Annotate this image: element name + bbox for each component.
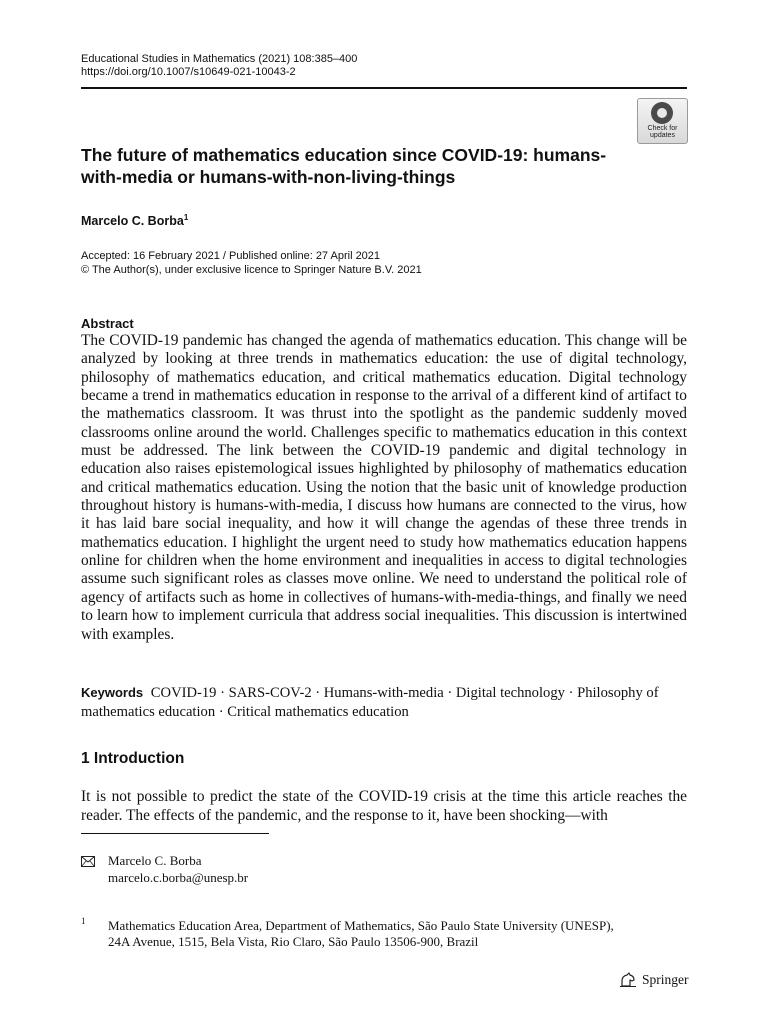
corresponding-author-email[interactable]: marcelo.c.borba@unesp.br — [108, 870, 249, 885]
article-title: The future of mathematics education since COVID-19: humans-with-media or humans-with-non-living-things — [81, 145, 607, 187]
keywords-label: Keywords — [81, 685, 144, 700]
author — [81, 213, 188, 228]
abstract-heading: Abstract — [81, 316, 134, 331]
introduction-text: It is not possible to predict the state of the COVID-19 crisis at the time this article reaches the reader. The effects of the pandemic, and the response to it, have been shocking—with — [81, 788, 687, 824]
check-for-updates-icon — [651, 102, 673, 124]
badge-text-line2: updates — [650, 132, 675, 139]
section-heading-introduction: 1 Introduction — [81, 750, 185, 767]
header-rule — [81, 87, 687, 89]
affiliation-mark: 1 — [81, 916, 86, 926]
publisher-logo — [619, 972, 689, 988]
journal-citation: Educational Studies in Mathematics (2021) 108:385–400 — [81, 53, 358, 65]
footnote-rule — [81, 833, 269, 834]
doi-link[interactable]: https://doi.org/10.1007/s10649-021-10043-2 — [81, 66, 296, 78]
publisher-name: Springer — [642, 972, 689, 987]
abstract-text: The COVID-19 pandemic has changed the agenda of mathematics education. This change will be analyzed by looking at three trends in mathematics education: the use of digital technology, philosophy of mathematics education, and critical mathematics education. Digital technology became a trend in mathematics education in response to the arrival of a different kind of artifact to the mathematics classroom. It was thrust into the spotlight as the pandemic suddenly moved classrooms online around the world. Challenges specific to mathematics education in this context must be addressed. The link between the COVID-19 pandemic and digital technology in education also raises epistemological issues highlighted by philosophy of mathematics education and critical mathematics education. Using the notion that the basic unit of knowledge production throughout history is humans-with-media, I discuss how humans are connected to the virus, how it has laid bare social inequality, and how it will change the agendas of these three trends in mathematics education. I highlight the urgent need to study how mathematics education happens online for children when the home environment and inequalities in access to digital technologies assume such significant roles as classes move online. We need to understand the political role of agency of artifacts such as home in collectives of humans-with-media-things, and finally we need to learn how to implement curricula that address social inequalities. This discussion is intertwined with examples. — [81, 332, 687, 643]
springer-horse-icon — [619, 972, 637, 988]
publication-dates: Accepted: 16 February 2021 / Published online: 27 April 2021 — [81, 250, 381, 262]
affiliation-line-2: 24A Avenue, 1515, Bela Vista, Rio Claro, São Paulo 13506-900, Brazil — [108, 934, 479, 949]
copyright-notice: © The Author(s), under exclusive licence to Springer Nature B.V. 2021 — [81, 264, 422, 276]
author-name: Marcelo C. Borba — [81, 214, 184, 229]
affiliation-line-1: Mathematics Education Area, Department of Mathematics, São Paulo State University (UNESP), — [108, 918, 614, 933]
check-for-updates-badge[interactable] — [637, 98, 688, 144]
badge-text-line1: Check for — [647, 125, 678, 132]
author-affiliation-mark: 1 — [183, 213, 189, 222]
envelope-icon — [81, 856, 95, 867]
corresponding-author-name: Marcelo C. Borba — [108, 853, 202, 868]
keywords-list: COVID-19 · SARS-COV-2 · Humans-with-media · Digital technology · Philosophy of mathematics education · Critical mathematics education — [81, 685, 659, 720]
keywords — [81, 683, 687, 722]
